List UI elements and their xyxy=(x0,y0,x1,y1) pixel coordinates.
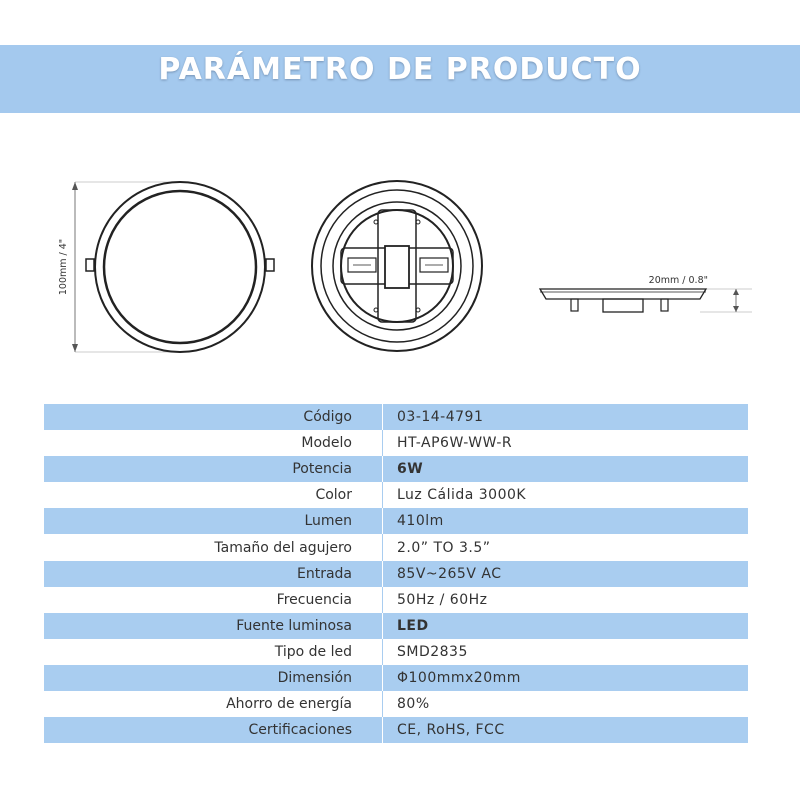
spec-label: Tipo de led xyxy=(44,639,383,665)
spec-label: Fuente luminosa xyxy=(44,613,383,639)
diameter-label: 100mm / 4" xyxy=(58,238,69,296)
spec-value: SMD2835 xyxy=(383,639,749,665)
spec-row xyxy=(44,404,748,430)
height-label: 20mm / 0.8" xyxy=(648,275,708,286)
spec-label: Modelo xyxy=(44,430,383,456)
spec-row xyxy=(44,430,748,456)
product-drawings xyxy=(0,160,800,390)
spec-row xyxy=(44,508,748,534)
spec-value: CE, RoHS, FCC xyxy=(383,717,749,743)
spec-value: 410lm xyxy=(383,508,749,534)
spec-label: Código xyxy=(44,404,383,430)
spec-value: LED xyxy=(383,613,749,639)
front-view-drawing xyxy=(72,182,274,352)
spec-row xyxy=(44,665,748,691)
spec-row xyxy=(44,534,748,560)
spec-label: Lumen xyxy=(44,508,383,534)
spec-label: Entrada xyxy=(44,561,383,587)
spec-row xyxy=(44,561,748,587)
side-view-drawing xyxy=(540,289,752,312)
spec-row xyxy=(44,717,748,743)
spec-value: 80% xyxy=(383,691,749,717)
spec-row xyxy=(44,639,748,665)
spec-row xyxy=(44,613,748,639)
spec-row xyxy=(44,691,748,717)
spec-label: Tamaño del agujero xyxy=(44,534,383,560)
spec-row xyxy=(44,456,748,482)
spec-value: 85V~265V AC xyxy=(383,561,749,587)
spec-label: Ahorro de energía xyxy=(44,691,383,717)
back-view-drawing xyxy=(312,181,482,351)
spec-label: Potencia xyxy=(44,456,383,482)
spec-label: Color xyxy=(44,482,383,508)
page-title: PARÁMETRO DE PRODUCTO xyxy=(158,52,642,87)
spec-value: Luz Cálida 3000K xyxy=(383,482,749,508)
spec-row xyxy=(44,482,748,508)
spec-value: HT-AP6W-WW-R xyxy=(383,430,749,456)
spec-label: Dimensión xyxy=(44,665,383,691)
spec-value: 50Hz / 60Hz xyxy=(383,587,749,613)
spec-table xyxy=(44,404,748,743)
spec-row xyxy=(44,587,748,613)
spec-value: Φ100mmx20mm xyxy=(383,665,749,691)
spec-label: Frecuencia xyxy=(44,587,383,613)
spec-value: 2.0” TO 3.5” xyxy=(383,534,749,560)
spec-value: 6W xyxy=(383,456,749,482)
spec-value: 03-14-4791 xyxy=(383,404,749,430)
spec-label: Certificaciones xyxy=(44,717,383,743)
